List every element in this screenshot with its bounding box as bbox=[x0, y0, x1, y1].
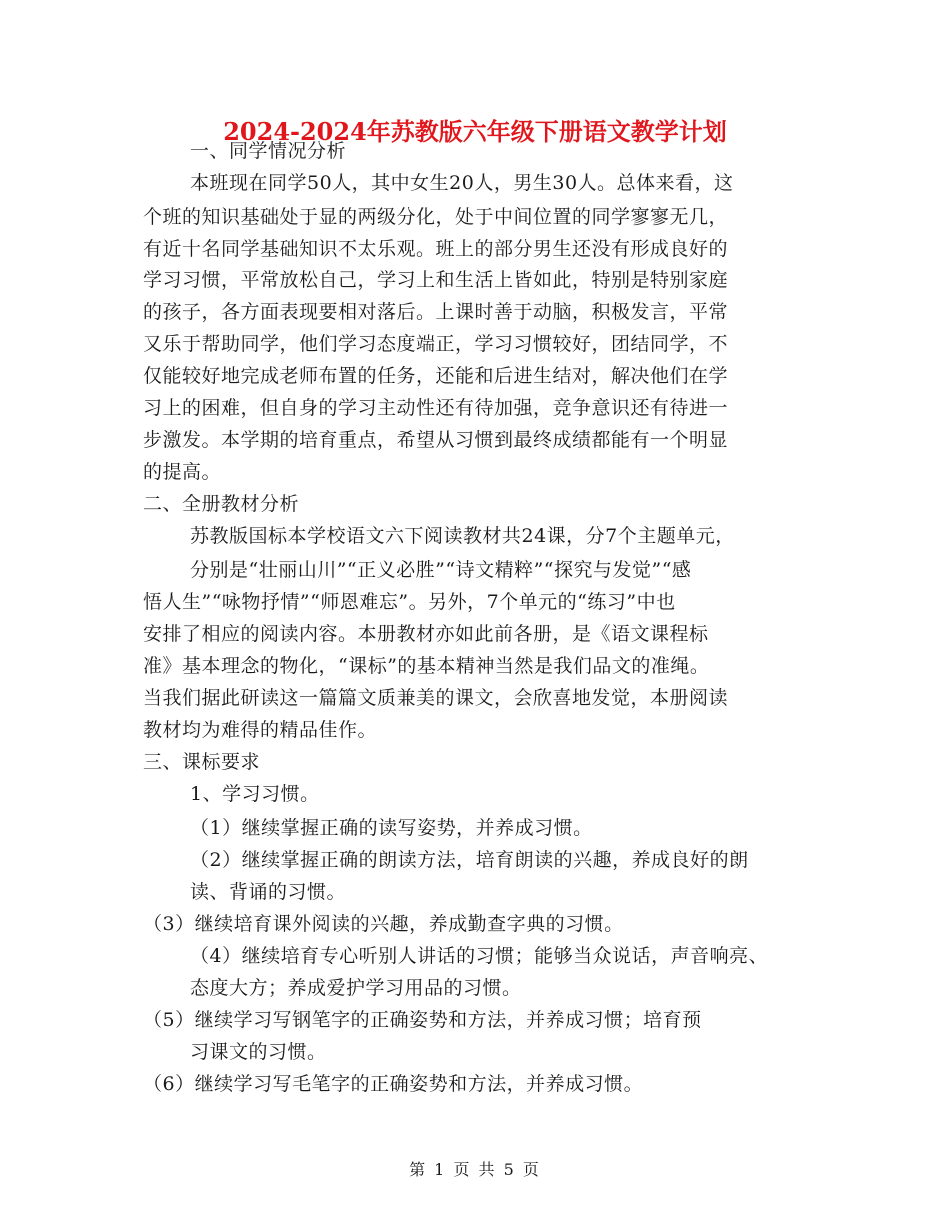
list-item-continuation: （3）继续培育课外阅读的兴趣，养成勤查字典的习惯。 bbox=[143, 913, 624, 935]
paragraph-line: 步激发。本学期的培育重点，希望从习惯到最终成绩都能有一个明显 bbox=[143, 429, 729, 451]
document-title: 2024-2024年苏教版六年级下册语文教学计划 bbox=[223, 117, 727, 146]
paragraph-line: 的提高。 bbox=[143, 461, 222, 483]
section-heading-1: 一、同学情况分析 bbox=[190, 140, 347, 162]
list-item: （2）继续掌握正确的朗读方法，培育朗读的兴趣，养成良好的朗 bbox=[190, 849, 749, 871]
paragraph-line: 习上的困难，但自身的学习主动性还有待加强，竞争意识还有待进一 bbox=[143, 397, 729, 419]
paragraph-line: 本班现在同学50人，其中女生20人，男生30人。总体来看，这 bbox=[190, 172, 734, 194]
list-item: 读、背诵的习惯。 bbox=[190, 881, 347, 903]
paragraph-line: 二、全册教材分析 bbox=[143, 493, 300, 515]
paragraph-line: 当我们据此研读这一篇篇文质兼美的课文，会欣喜地发觉，本册阅读 bbox=[143, 687, 729, 709]
paragraph-line: 分别是“壮丽山川”“正义必胜”“诗文精粹”“探究与发觉”“感 bbox=[190, 559, 692, 581]
list-item: 习课文的习惯。 bbox=[190, 1041, 327, 1063]
list-item: 态度大方；养成爱护学习用品的习惯。 bbox=[190, 977, 522, 999]
paragraph-line: 悟人生”“咏物抒情”“师恩难忘”。另外，7个单元的“练习”中也 bbox=[143, 591, 676, 613]
paragraph-line: 三、课标要求 bbox=[143, 751, 261, 773]
paragraph-line: 教材均为难得的精品佳作。 bbox=[143, 719, 378, 741]
list-item: （4）继续培育专心听别人讲话的习惯；能够当众说话，声音响亮、 bbox=[190, 945, 769, 967]
paragraph-line: 准》基本理念的物化，“课标”的基本精神当然是我们品文的准绳。 bbox=[143, 655, 710, 677]
subsection-heading: （1）继续掌握正确的读写姿势，并养成习惯。 bbox=[190, 817, 593, 839]
paragraph-line: 的孩子，各方面表现要相对落后。上课时善于动脑，积极发言，平常 bbox=[143, 301, 729, 323]
list-item-continuation: （6）继续学习写毛笔字的正确姿势和方法，并养成习惯。 bbox=[143, 1073, 644, 1095]
page-number-footer: 第 1 页 共 5 页 bbox=[409, 1160, 541, 1179]
section-heading-2: 苏教版国标本学校语文六下阅读教材共24课，分7个主题单元， bbox=[190, 525, 735, 547]
list-item-continuation: （5）继续学习写钢笔字的正确姿势和方法，并养成习惯；培育预 bbox=[143, 1009, 702, 1031]
paragraph-line: 个班的知识基础处于显的两级分化，处于中间位置的同学寥寥无几， bbox=[143, 206, 729, 228]
paragraph-line: 安排了相应的阅读内容。本册教材亦如此前各册，是《语文课程标 bbox=[143, 623, 709, 645]
paragraph-line: 仅能较好地完成老师布置的任务，还能和后进生结对，解决他们在学 bbox=[143, 365, 729, 387]
paragraph-line: 又乐于帮助同学，他们学习态度端正，学习习惯较好，团结同学，不 bbox=[143, 333, 729, 355]
paragraph-line: 学习习惯，平常放松自己，学习上和生活上皆如此，特别是特别家庭 bbox=[143, 269, 729, 291]
section-heading-3: 1、学习习惯。 bbox=[190, 783, 320, 805]
paragraph-line: 有近十名同学基础知识不太乐观。班上的部分男生还没有形成良好的 bbox=[143, 238, 729, 260]
